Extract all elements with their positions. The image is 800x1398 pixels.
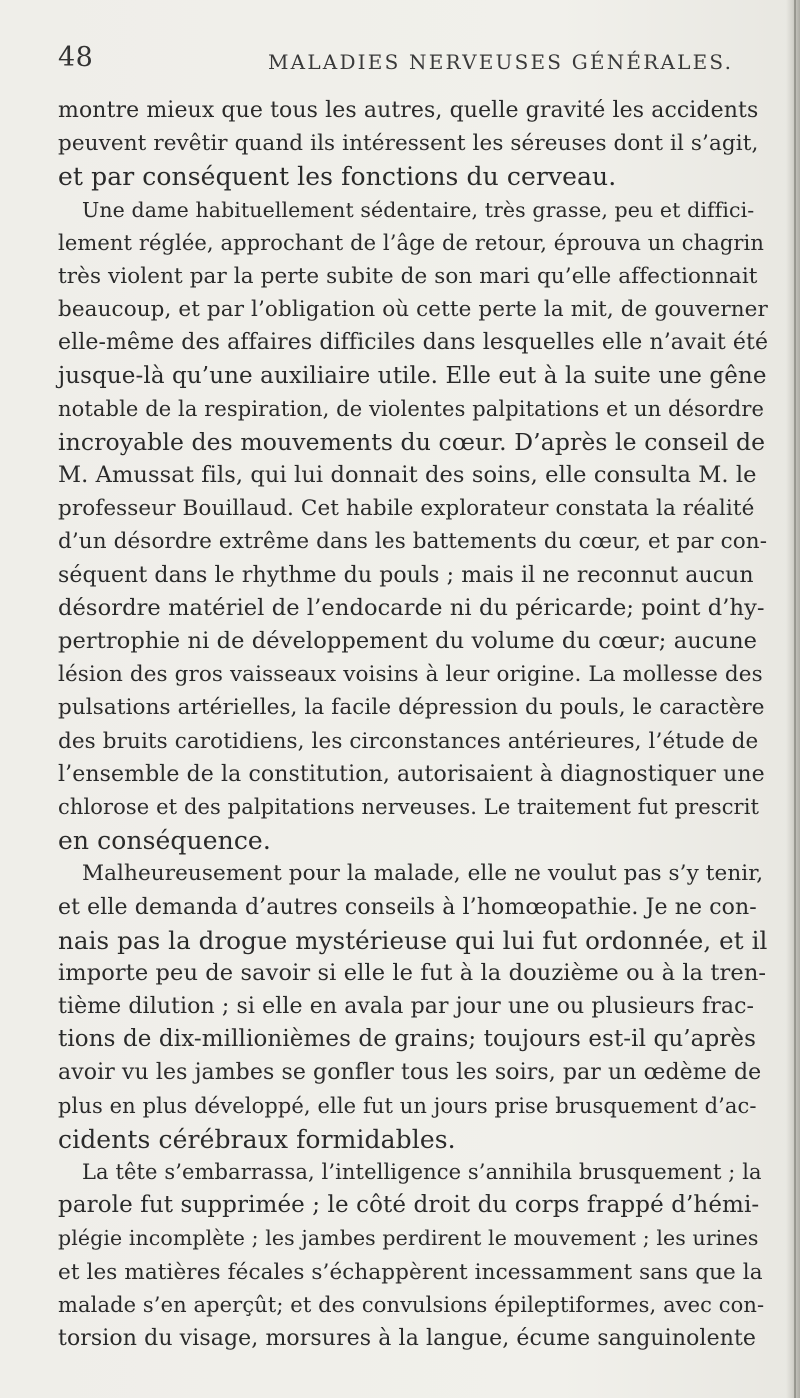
text-line: Malheureusement pour la malade, elle ne voulut pas s’y tenir, (82, 861, 764, 887)
text-line: plus en plus développé, elle fut un jours prise brusquement d’ac- (58, 1093, 757, 1118)
page-number: 48 (58, 42, 94, 73)
text-line: torsion du visage, morsures à la langue, écume sanguinolente (58, 1325, 757, 1351)
text-line: La tête s’embarrassa, l’intelligence s’annihila brusquement ; la (82, 1160, 762, 1184)
text-line: très violent par la perte subite de son mari qu’elle affectionnait (58, 263, 758, 289)
text-line: lement réglée, approchant de l’âge de retour, éprouva un chagrin (58, 230, 764, 255)
text-line: des bruits carotidiens, les circonstances antérieures, l’étude de (58, 728, 759, 754)
text-line: pertrophie ni de développement du volume du cœur; aucune (58, 628, 758, 654)
text-line: nais pas la drogue mystérieuse qui lui fut ordonnée, et il (58, 925, 768, 955)
text-line: M. Amussat fils, qui lui donnait des soins, elle consulta M. le (58, 462, 757, 489)
text-line: d’un désordre extrême dans les battements du cœur, et par con- (58, 529, 768, 555)
running-head: MALADIES NERVEUSES GÉNÉRALES. (268, 50, 734, 74)
text-line: jusque-là qu’une auxiliaire utile. Elle eut à la suite une gêne (58, 362, 767, 389)
text-line: incroyable des mouvements du cœur. D’après le conseil de (58, 427, 766, 456)
text-line: pulsations artérielles, la facile dépression du pouls, le caractère (58, 695, 765, 721)
text-line: montre mieux que tous les autres, quelle gravité les accidents (58, 98, 759, 123)
text-line: tions de dix-millionièmes de grains; toujours est-il qu’après (58, 1026, 756, 1053)
text-line: avoir vu les jambes se gonfler tous les soirs, par un œdème de (58, 1060, 762, 1086)
text-line: l’ensemble de la constitution, autorisaient à diagnostiquer une (58, 761, 765, 787)
text-line: et les matières fécales s’échappèrent incessamment sans que la (58, 1259, 763, 1285)
text-line: et par conséquent les fonctions du cerveau. (58, 162, 617, 192)
text-line: et elle demanda d’autres conseils à l’homœopathie. Je ne con- (58, 894, 757, 920)
text-line: désordre matériel de l’endocarde ni du péricarde; point d’hy- (58, 594, 765, 621)
text-line: chlorose et des palpitations nerveuses. Le traitement fut prescrit (58, 794, 760, 819)
body-text (58, 94, 768, 1355)
page-edge-shadow (786, 0, 800, 1398)
text-line: importe peu de savoir si elle le fut à la douzième ou à la tren- (58, 959, 767, 986)
page-header (58, 42, 758, 82)
text-line: parole fut supprimée ; le côté droit du corps frappé d’hémi- (58, 1192, 760, 1219)
text-line: cidents cérébraux formidables. (58, 1124, 456, 1154)
text-line: tième dilution ; si elle en avala par jour une ou plusieurs frac- (58, 994, 755, 1020)
page-edge-line (794, 0, 796, 1398)
text-line: notable de la respiration, de violentes palpitations et un désordre (58, 396, 765, 421)
text-line: peuvent revêtir quand ils intéressent les séreuses dont il s’agit, (58, 131, 759, 157)
text-line: lésion des gros vaisseaux voisins à leur origine. La mollesse des (58, 662, 763, 688)
text-line: elle-même des affaires difficiles dans lesquelles elle n’avait été (58, 330, 769, 356)
text-line: malade s’en aperçût; et des convulsions épileptiformes, avec con- (58, 1292, 765, 1317)
text-line: séquent dans le rhythme du pouls ; mais il ne reconnut aucun (58, 562, 754, 588)
text-line: en conséquence. (58, 826, 271, 856)
text-line: Une dame habituellement sédentaire, très grasse, peu et diffici- (82, 197, 755, 222)
text-line: professeur Bouillaud. Cet habile explorateur constata la réalité (58, 496, 755, 522)
text-line: plégie incomplète ; les jambes perdirent le mouvement ; les urines (58, 1226, 759, 1251)
text-line: beaucoup, et par l’obligation où cette perte la mit, de gouverner (58, 297, 768, 323)
